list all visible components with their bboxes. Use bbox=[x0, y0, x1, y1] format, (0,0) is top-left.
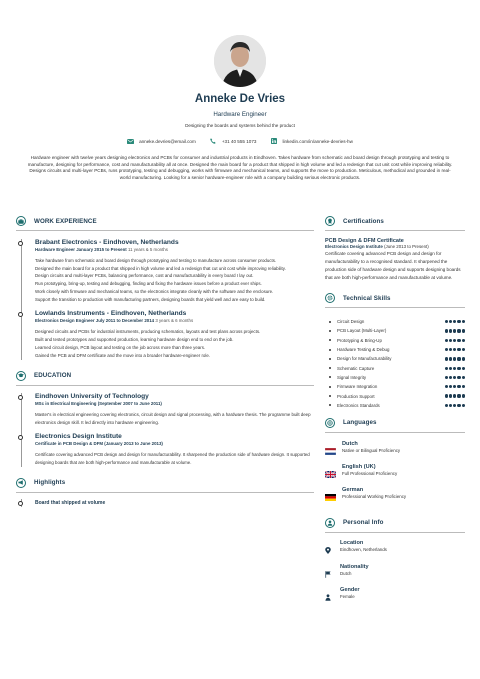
personal-info-label: Gender bbox=[340, 587, 360, 594]
rating-dot-icon bbox=[445, 385, 448, 388]
skill-level-rating bbox=[445, 357, 465, 360]
skill-item bbox=[325, 336, 465, 345]
personal-info-gender bbox=[325, 587, 465, 611]
bullet-icon bbox=[329, 367, 331, 369]
rating-dot-icon bbox=[453, 367, 456, 370]
bullet-icon bbox=[329, 404, 331, 406]
briefcase-icon bbox=[16, 216, 26, 226]
rating-dot-icon bbox=[453, 357, 456, 360]
personal-info-nationality bbox=[325, 564, 465, 588]
certificate-icon bbox=[325, 216, 335, 226]
education-subtitle: Certificate in PCB Design & DFM (January 2013 to June 2013) bbox=[35, 441, 163, 447]
personal-info-label: Location bbox=[340, 540, 364, 547]
timeline-dot bbox=[18, 241, 23, 246]
skill-item bbox=[325, 317, 465, 326]
rating-dot-icon bbox=[462, 357, 465, 360]
personal-info-value: Eindhoven, Netherlands bbox=[340, 547, 387, 553]
bullet-icon bbox=[329, 330, 331, 332]
personal-info-label: Nationality bbox=[340, 563, 369, 570]
skills-heading: Technical Skills bbox=[343, 294, 391, 302]
rating-dot-icon bbox=[453, 385, 456, 388]
germany-flag-icon bbox=[325, 488, 336, 495]
languages-section bbox=[325, 416, 465, 510]
rating-dot-icon bbox=[453, 404, 456, 407]
skill-name: Production Support bbox=[337, 393, 375, 399]
bullet-icon bbox=[329, 339, 331, 341]
highlights-heading: Highlights bbox=[34, 479, 66, 487]
person-icon bbox=[325, 588, 331, 595]
rating-dot-icon bbox=[449, 376, 452, 379]
email-icon bbox=[127, 138, 134, 144]
skill-level-rating bbox=[445, 320, 465, 323]
candidate-name: Anneke De Vries bbox=[194, 93, 286, 105]
timeline-dot bbox=[18, 312, 23, 317]
education-section bbox=[16, 369, 314, 467]
rating-dot-icon bbox=[453, 339, 456, 342]
rating-dot-icon bbox=[453, 329, 456, 332]
megaphone-icon bbox=[16, 478, 26, 488]
rating-dot-icon bbox=[457, 367, 460, 370]
profile-summary: Hardware engineer with twelve years designing electronics and PCBs for consumer and industrial products in Eindhoven. Takes hardware from schematic and board design through prototyping and testing to manufacture, designing for performance, cost and manufacturability all at once. Designed the main board for a product that shipped in high volume and led a redesign that cut unit cost while improving reliability. Designs circuits and multi-layer PCBs, runs prototyping, testing and debugging, works with firmware and mechanical teams, and supports the move to production. Meticulous, methodical and grounded in real-world manufacturing. Looking for a senior hardware-engineer role with a company building serious electronic products. bbox=[27, 155, 453, 180]
skill-item bbox=[325, 364, 465, 373]
netherlands-flag-icon bbox=[325, 442, 336, 449]
rating-dot-icon bbox=[449, 320, 452, 323]
rating-dot-icon bbox=[457, 385, 460, 388]
rating-dot-icon bbox=[462, 348, 465, 351]
bullet-icon bbox=[329, 321, 331, 323]
skill-item bbox=[325, 391, 465, 400]
gear-icon bbox=[325, 293, 335, 303]
rating-dot-icon bbox=[462, 404, 465, 407]
uk-flag-icon bbox=[325, 465, 336, 472]
timeline-dot bbox=[18, 435, 23, 440]
experience-entry bbox=[35, 310, 314, 360]
rating-dot-icon bbox=[457, 320, 460, 323]
education-description: Certificate covering advanced PCB design and design for manufacturability. It sharpened the production side of hardware design. It supported designing boards that are both high-performance and manufacturable at volume. bbox=[35, 452, 310, 465]
rating-dot-icon bbox=[453, 320, 456, 323]
education-subtitle: MSc in Electrical Engineering (September 2007 to June 2011) bbox=[35, 401, 162, 407]
timeline-dot bbox=[18, 501, 23, 506]
skill-item bbox=[325, 382, 465, 391]
rating-dot-icon bbox=[449, 339, 452, 342]
skill-level-rating bbox=[445, 348, 465, 351]
contact-linkedin[interactable] bbox=[270, 138, 352, 144]
rating-dot-icon bbox=[462, 367, 465, 370]
rating-dot-icon bbox=[462, 339, 465, 342]
certifications-heading: Certifications bbox=[343, 217, 384, 225]
phone-icon bbox=[210, 138, 217, 144]
experience-title: Brabant Electronics - Eindhoven, Netherlands bbox=[35, 238, 179, 246]
contact-bar bbox=[0, 138, 480, 144]
skill-item bbox=[325, 326, 465, 335]
skill-name: PCB Layout (Multi-Layer) bbox=[337, 328, 387, 334]
rating-dot-icon bbox=[453, 376, 456, 379]
skill-name: Schematic Capture bbox=[337, 365, 375, 371]
language-name: Dutch bbox=[342, 440, 358, 447]
languages-list bbox=[325, 441, 465, 510]
personal-info-heading: Personal Info bbox=[343, 519, 384, 527]
avatar bbox=[214, 35, 266, 87]
personal-info-value: Dutch bbox=[340, 570, 352, 576]
rating-dot-icon bbox=[449, 394, 452, 397]
experience-heading: WORK EXPERIENCE bbox=[34, 217, 97, 225]
rating-dot-icon bbox=[462, 385, 465, 388]
globe-icon bbox=[325, 418, 335, 428]
flag-icon bbox=[325, 565, 331, 572]
personal-info-value: Female bbox=[340, 594, 355, 600]
education-entry bbox=[35, 433, 314, 467]
skill-level-rating bbox=[445, 394, 465, 397]
language-item bbox=[325, 441, 465, 464]
rating-dot-icon bbox=[457, 404, 460, 407]
language-name: German bbox=[342, 486, 364, 493]
skills-list bbox=[325, 317, 465, 410]
rating-dot-icon bbox=[445, 404, 448, 407]
skill-item bbox=[325, 354, 465, 363]
certification-entry bbox=[325, 238, 465, 282]
certification-title: PCB Design & DFM Certificate bbox=[325, 237, 404, 244]
skill-name: Electronics Standards bbox=[337, 402, 380, 408]
experience-title: Lowlands Instruments - Eindhoven, Netherlands bbox=[35, 310, 187, 318]
right-column bbox=[325, 214, 465, 611]
rating-dot-icon bbox=[449, 357, 452, 360]
language-item bbox=[325, 487, 465, 510]
highlights-section bbox=[16, 476, 314, 508]
rating-dot-icon bbox=[445, 329, 448, 332]
highlight-item bbox=[35, 499, 314, 507]
rating-dot-icon bbox=[453, 394, 456, 397]
highlights-list bbox=[16, 499, 314, 507]
language-name: English (UK) bbox=[342, 463, 376, 470]
education-title: Eindhoven University of Technology bbox=[35, 393, 149, 401]
linkedin-text: linkedin.com/in/anneke-devries-hw bbox=[282, 138, 353, 144]
rating-dot-icon bbox=[462, 320, 465, 323]
section-divider bbox=[16, 385, 314, 386]
rating-dot-icon bbox=[449, 385, 452, 388]
skill-name: Hardware Testing & Debug bbox=[337, 347, 390, 353]
rating-dot-icon bbox=[445, 348, 448, 351]
skill-level-rating bbox=[445, 404, 465, 407]
language-level: Full Professional Proficiency bbox=[342, 470, 398, 476]
rating-dot-icon bbox=[457, 357, 460, 360]
contact-email[interactable] bbox=[127, 138, 196, 144]
contact-phone[interactable] bbox=[210, 138, 257, 144]
rating-dot-icon bbox=[462, 329, 465, 332]
rating-dot-icon bbox=[445, 376, 448, 379]
person-icon bbox=[325, 518, 335, 528]
education-title: Electronics Design Institute bbox=[35, 433, 122, 441]
experience-description: Designed circuits and PCBs for industrial instruments, producing schematics, layouts and test plans across projects. Built and tested prototypes and supported production, learning hardware design end to end on the job. Learned circuit design, PCB layout and testing on the job across more than three years. Gained the PCB and DFM certificate and the move into a broader hardware-engineer role. bbox=[35, 329, 261, 358]
rating-dot-icon bbox=[445, 394, 448, 397]
experience-description: Take hardware from schematic and board design through prototyping and testing to manufacture across consumer products. Designed the main board for a product that shipped in high volume and led a redesign that cut unit cost while improving reliability. Design circuits and multi-layer PCBs, balancing performance, cost and manufacturability in every board I lay out. Run prototyping, bring-up, testing and debugging, finding and fixing the hardware issues before a product ever ships. Work closely with firmware and mechanical teams, so the electronics integrate cleanly with the software and the enclosure. Support the transition to production with manufacturing partners, designing boards that yield well and are easy to build. bbox=[35, 257, 286, 303]
skill-level-rating bbox=[445, 385, 465, 388]
rating-dot-icon bbox=[453, 348, 456, 351]
languages-heading: Languages bbox=[343, 419, 377, 427]
rating-dot-icon bbox=[445, 367, 448, 370]
skill-name: Circuit Design bbox=[337, 319, 365, 325]
skill-item bbox=[325, 373, 465, 382]
language-level: Native or Bilingual Proficiency bbox=[342, 447, 401, 453]
certifications-section bbox=[325, 214, 465, 281]
skill-level-rating bbox=[445, 329, 465, 332]
skill-level-rating bbox=[445, 376, 465, 379]
rating-dot-icon bbox=[445, 320, 448, 323]
location-pin-icon bbox=[325, 541, 331, 548]
rating-dot-icon bbox=[449, 329, 452, 332]
education-timeline bbox=[16, 393, 314, 467]
language-item bbox=[325, 464, 465, 487]
graduation-cap-icon bbox=[16, 371, 26, 381]
skill-level-rating bbox=[445, 367, 465, 370]
linkedin-icon bbox=[270, 138, 277, 144]
personal-info-location bbox=[325, 540, 465, 564]
skill-name: Prototyping & Bring-Up bbox=[337, 337, 382, 343]
candidate-tagline: Designing the boards and systems behind the product bbox=[185, 123, 295, 128]
rating-dot-icon bbox=[457, 329, 460, 332]
bullet-icon bbox=[329, 376, 331, 378]
skill-item bbox=[325, 345, 465, 354]
experience-subtitle: Hardware Engineer January 2015 to Present 11 years & 5 months bbox=[35, 246, 168, 252]
skill-name: Firmware Integration bbox=[337, 384, 378, 390]
phone-text: +31 40 555 1073 bbox=[221, 138, 257, 144]
rating-dot-icon bbox=[457, 376, 460, 379]
experience-subtitle: Electronics Design Engineer July 2011 to December 2014 3 years & 6 months bbox=[35, 318, 194, 324]
section-divider bbox=[16, 492, 314, 493]
rating-dot-icon bbox=[457, 348, 460, 351]
rating-dot-icon bbox=[449, 367, 452, 370]
section-divider bbox=[325, 432, 465, 433]
skill-item bbox=[325, 401, 465, 410]
rating-dot-icon bbox=[445, 339, 448, 342]
skill-name: Design for Manufacturability bbox=[337, 356, 392, 362]
skill-name: Signal Integrity bbox=[337, 374, 367, 380]
certification-issuer: Electronics Design Institute (June 2013 to Present) bbox=[325, 243, 429, 249]
certification-description: Certificate covering advanced PCB design and design for manufacturability to a recognised standard. It sharpened the production side of hardware design and supports designing boards that are both high-performance and manufacturable at volume. bbox=[325, 250, 461, 280]
bullet-icon bbox=[329, 386, 331, 388]
skills-section bbox=[325, 291, 465, 410]
personal-info-list bbox=[325, 540, 465, 611]
education-heading: EDUCATION bbox=[34, 372, 72, 380]
language-level: Professional Working Proficiency bbox=[342, 493, 407, 499]
rating-dot-icon bbox=[457, 339, 460, 342]
left-column bbox=[16, 214, 314, 507]
section-divider bbox=[325, 532, 465, 533]
candidate-role: Hardware Engineer bbox=[213, 111, 267, 118]
timeline-dot bbox=[18, 395, 23, 400]
section-divider bbox=[16, 230, 314, 231]
education-description: Master's in electrical engineering covering electronics, circuit design and signal processing, with a hardware thesis. The programme built deep electronics design skill. It led directly into hardware engineering. bbox=[35, 412, 311, 426]
personal-info-section bbox=[325, 516, 465, 611]
skill-level-rating bbox=[445, 339, 465, 342]
rating-dot-icon bbox=[449, 404, 452, 407]
bullet-icon bbox=[329, 358, 331, 360]
experience-entry bbox=[35, 239, 314, 304]
bullet-icon bbox=[329, 395, 331, 397]
section-divider bbox=[325, 230, 465, 231]
rating-dot-icon bbox=[445, 357, 448, 360]
experience-timeline bbox=[16, 239, 314, 360]
rating-dot-icon bbox=[449, 348, 452, 351]
experience-section bbox=[16, 214, 314, 360]
bullet-icon bbox=[329, 349, 331, 351]
email-text: anneke.devries@email.com bbox=[139, 138, 196, 144]
rating-dot-icon bbox=[462, 376, 465, 379]
rating-dot-icon bbox=[457, 394, 460, 397]
education-entry bbox=[35, 393, 314, 427]
highlight-text: Board that shipped at volume bbox=[35, 500, 106, 507]
section-divider bbox=[325, 307, 465, 308]
rating-dot-icon bbox=[462, 394, 465, 397]
